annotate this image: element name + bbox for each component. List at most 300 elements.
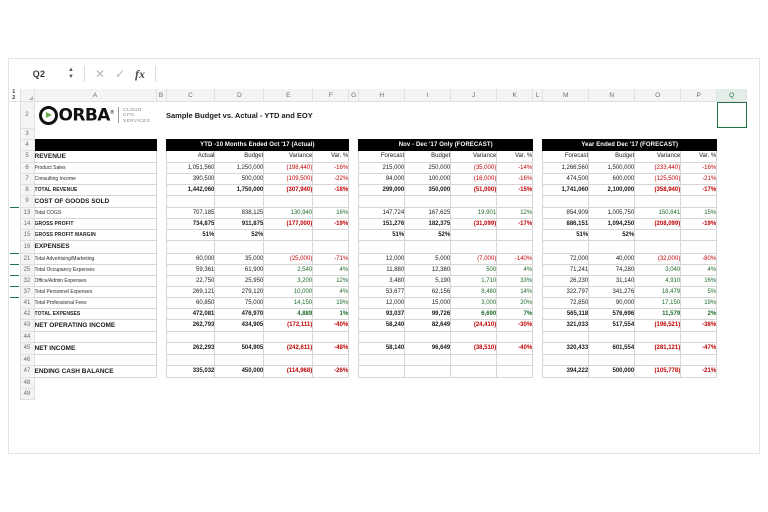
column-header-C[interactable]: C <box>166 89 215 102</box>
cell-H37[interactable]: 53,677 <box>359 286 405 297</box>
row-label-16[interactable]: EXPENSES <box>34 240 156 253</box>
cell-H21[interactable]: 12,000 <box>359 253 405 264</box>
cell-P14[interactable]: -19% <box>681 218 717 229</box>
cell-N16[interactable] <box>589 240 635 253</box>
row-label-5[interactable]: REVENUE <box>34 150 156 162</box>
cell[interactable] <box>215 388 264 399</box>
cell-E14[interactable]: (177,000) <box>264 218 313 229</box>
cell-I9[interactable] <box>405 195 451 207</box>
cell-N46[interactable] <box>589 354 635 365</box>
cell-I25[interactable]: 12,380 <box>405 264 451 275</box>
cell-J37[interactable]: 8,480 <box>451 286 497 297</box>
cell-F21[interactable]: -71% <box>313 253 349 264</box>
cell-N6[interactable]: 1,500,000 <box>589 162 635 173</box>
cell[interactable] <box>589 377 635 388</box>
cell-D37[interactable]: 279,120 <box>215 286 264 297</box>
cell-N41[interactable]: 90,000 <box>589 297 635 308</box>
cell-M6[interactable]: 1,266,560 <box>543 162 589 173</box>
row-header-43[interactable]: 43 <box>20 319 34 331</box>
cell[interactable] <box>215 377 264 388</box>
subheader-ytd-1[interactable]: Budget <box>215 150 264 162</box>
subheader-novdec-1[interactable]: Budget <box>405 150 451 162</box>
cell-N7[interactable]: 600,000 <box>589 173 635 184</box>
cell-E25[interactable]: 2,540 <box>264 264 313 275</box>
cell-H44[interactable] <box>359 331 405 342</box>
cell[interactable] <box>405 377 451 388</box>
cell-J32[interactable]: 1,710 <box>451 275 497 286</box>
cell[interactable] <box>359 377 405 388</box>
row-header-3[interactable]: 3 <box>20 128 34 139</box>
cell-P42[interactable]: 2% <box>681 308 717 319</box>
cell[interactable] <box>34 128 156 139</box>
cell[interactable] <box>166 388 215 399</box>
cell-M46[interactable] <box>543 354 589 365</box>
cell-H6[interactable]: 215,000 <box>359 162 405 173</box>
cell-P45[interactable]: -47% <box>681 342 717 354</box>
row-label-43[interactable]: NET OPERATING INCOME <box>34 319 156 331</box>
cell-J45[interactable]: (38,510) <box>451 342 497 354</box>
cell[interactable] <box>313 388 349 399</box>
cell-M8[interactable]: 1,741,060 <box>543 184 589 195</box>
cell-I15[interactable]: 52% <box>405 229 451 240</box>
cell-O6[interactable]: (233,440) <box>635 162 681 173</box>
cell-K37[interactable]: 14% <box>497 286 533 297</box>
row-label-42[interactable]: TOTAL EXPENSES <box>34 308 156 319</box>
row-label-13[interactable]: Total COGS <box>34 207 156 218</box>
cell-N25[interactable]: 74,280 <box>589 264 635 275</box>
cell-O41[interactable]: 17,150 <box>635 297 681 308</box>
outline-gutter[interactable] <box>9 102 20 129</box>
cell[interactable] <box>635 102 681 129</box>
cell-I16[interactable] <box>405 240 451 253</box>
subheader-ytd-2[interactable]: Variance <box>264 150 313 162</box>
column-header-L[interactable]: L <box>533 89 543 102</box>
cell-E37[interactable]: 10,000 <box>264 286 313 297</box>
cell[interactable] <box>497 388 533 399</box>
cell[interactable] <box>166 128 215 139</box>
outline-gutter[interactable] <box>9 331 20 342</box>
column-header-B[interactable]: B <box>156 89 166 102</box>
cell-K46[interactable] <box>497 354 533 365</box>
cell[interactable] <box>156 128 166 139</box>
cell-H14[interactable]: 151,276 <box>359 218 405 229</box>
cell[interactable] <box>349 388 359 399</box>
cell-J21[interactable]: (7,000) <box>451 253 497 264</box>
cell[interactable] <box>681 377 717 388</box>
cell-F45[interactable]: -48% <box>313 342 349 354</box>
cell[interactable] <box>589 388 635 399</box>
cell-I43[interactable]: 82,649 <box>405 319 451 331</box>
cell-J16[interactable] <box>451 240 497 253</box>
row-header-16[interactable]: 16 <box>20 240 34 253</box>
column-header-P[interactable]: P <box>681 89 717 102</box>
row-label-6[interactable]: Product Sales <box>34 162 156 173</box>
cell-C9[interactable] <box>166 195 215 207</box>
cell-C15[interactable]: 51% <box>166 229 215 240</box>
cell-H41[interactable]: 12,000 <box>359 297 405 308</box>
cell-C45[interactable]: 262,293 <box>166 342 215 354</box>
cell-F46[interactable] <box>313 354 349 365</box>
cell-H9[interactable] <box>359 195 405 207</box>
cell-M37[interactable]: 322,797 <box>543 286 589 297</box>
cell[interactable] <box>543 377 589 388</box>
cell-E21[interactable]: (25,000) <box>264 253 313 264</box>
cell-K16[interactable] <box>497 240 533 253</box>
row-header-47[interactable]: 47 <box>20 365 34 377</box>
cell-M41[interactable]: 72,850 <box>543 297 589 308</box>
cell-M43[interactable]: 321,033 <box>543 319 589 331</box>
row-header-37[interactable]: 37 <box>20 286 34 297</box>
row-label-14[interactable]: GROSS PROFIT <box>34 218 156 229</box>
cell[interactable] <box>34 377 156 388</box>
subheader-year-1[interactable]: Budget <box>589 150 635 162</box>
cell-J9[interactable] <box>451 195 497 207</box>
cell-C46[interactable] <box>166 354 215 365</box>
cell-K45[interactable]: -40% <box>497 342 533 354</box>
row-label-21[interactable]: Total Advertising/Marketing <box>34 253 156 264</box>
cell-N45[interactable]: 601,554 <box>589 342 635 354</box>
cell-K47[interactable] <box>497 365 533 377</box>
cell-I47[interactable] <box>405 365 451 377</box>
cell-M42[interactable]: 565,118 <box>543 308 589 319</box>
cell[interactable] <box>156 388 166 399</box>
outline-gutter[interactable] <box>9 388 20 399</box>
cell-K42[interactable]: 7% <box>497 308 533 319</box>
cell-C32[interactable]: 22,750 <box>166 275 215 286</box>
cell-K44[interactable] <box>497 331 533 342</box>
outline-gutter[interactable] <box>9 264 20 275</box>
row-header-25[interactable]: 25 <box>20 264 34 275</box>
cell-F42[interactable]: 1% <box>313 308 349 319</box>
cell-K7[interactable]: -16% <box>497 173 533 184</box>
cell-H32[interactable]: 3,480 <box>359 275 405 286</box>
row-header-32[interactable]: 32 <box>20 275 34 286</box>
column-header-I[interactable]: I <box>405 89 451 102</box>
outline-gutter[interactable] <box>9 195 20 207</box>
cell-H16[interactable] <box>359 240 405 253</box>
cell[interactable] <box>405 102 451 129</box>
cell-N15[interactable]: 52% <box>589 229 635 240</box>
subheader-ytd-3[interactable]: Var. % <box>313 150 349 162</box>
outline-gutter[interactable] <box>9 173 20 184</box>
cell[interactable] <box>497 102 533 129</box>
cell-D47[interactable]: 450,000 <box>215 365 264 377</box>
outline-gutter[interactable] <box>9 253 20 264</box>
row-header-44[interactable]: 44 <box>20 331 34 342</box>
outline-gutter[interactable] <box>9 286 20 297</box>
outline-gutter[interactable] <box>9 308 20 319</box>
cell[interactable] <box>264 388 313 399</box>
cell-K15[interactable] <box>497 229 533 240</box>
cell[interactable] <box>34 388 156 399</box>
cell[interactable] <box>635 128 681 139</box>
cell-N42[interactable]: 576,696 <box>589 308 635 319</box>
cell-O46[interactable] <box>635 354 681 365</box>
cell-J41[interactable]: 3,000 <box>451 297 497 308</box>
cell-P44[interactable] <box>681 331 717 342</box>
cell-N14[interactable]: 1,094,250 <box>589 218 635 229</box>
cell-F32[interactable]: 12% <box>313 275 349 286</box>
cell-O14[interactable]: (208,099) <box>635 218 681 229</box>
cell-P46[interactable] <box>681 354 717 365</box>
row-label-37[interactable]: Total Personnel Expenses <box>34 286 156 297</box>
cell-D6[interactable]: 1,250,000 <box>215 162 264 173</box>
cell-J44[interactable] <box>451 331 497 342</box>
cell-O13[interactable]: 150,841 <box>635 207 681 218</box>
cell-K41[interactable]: 20% <box>497 297 533 308</box>
row-label-8[interactable]: TOTAL REVENUE <box>34 184 156 195</box>
cell-C43[interactable]: 262,793 <box>166 319 215 331</box>
cell-N37[interactable]: 341,276 <box>589 286 635 297</box>
cell-H47[interactable] <box>359 365 405 377</box>
row-label-46[interactable] <box>34 354 156 365</box>
cell-I44[interactable] <box>405 331 451 342</box>
cell-D16[interactable] <box>215 240 264 253</box>
cell-O45[interactable]: (281,121) <box>635 342 681 354</box>
formula-input[interactable] <box>161 65 759 83</box>
cell-P6[interactable]: -16% <box>681 162 717 173</box>
cell-I21[interactable]: 5,000 <box>405 253 451 264</box>
cell-C6[interactable]: 1,051,560 <box>166 162 215 173</box>
cell-F44[interactable] <box>313 331 349 342</box>
cell-O43[interactable]: (196,521) <box>635 319 681 331</box>
subheader-novdec-3[interactable]: Var. % <box>497 150 533 162</box>
cell-P32[interactable]: 16% <box>681 275 717 286</box>
cell-C42[interactable]: 472,081 <box>166 308 215 319</box>
outline-gutter[interactable] <box>9 162 20 173</box>
cell-K32[interactable]: 33% <box>497 275 533 286</box>
cell-F47[interactable]: -26% <box>313 365 349 377</box>
cell-D7[interactable]: 500,000 <box>215 173 264 184</box>
cell-E42[interactable]: 4,889 <box>264 308 313 319</box>
cell-N44[interactable] <box>589 331 635 342</box>
cell[interactable] <box>543 102 589 129</box>
row-header-15[interactable]: 15 <box>20 229 34 240</box>
cell-N21[interactable]: 40,000 <box>589 253 635 264</box>
cell-J25[interactable]: 500 <box>451 264 497 275</box>
cell[interactable] <box>349 128 359 139</box>
subheader-year-3[interactable]: Var. % <box>681 150 717 162</box>
cell-H15[interactable]: 51% <box>359 229 405 240</box>
outline-gutter[interactable] <box>9 354 20 365</box>
cell-O44[interactable] <box>635 331 681 342</box>
column-header-G[interactable]: G <box>349 89 359 102</box>
cell-H45[interactable]: 58,140 <box>359 342 405 354</box>
outline-gutter[interactable] <box>9 240 20 253</box>
cell-O42[interactable]: 11,579 <box>635 308 681 319</box>
cell[interactable] <box>543 128 589 139</box>
cell-M16[interactable] <box>543 240 589 253</box>
column-header-N[interactable]: N <box>589 89 635 102</box>
cell-N8[interactable]: 2,100,000 <box>589 184 635 195</box>
column-header-F[interactable]: F <box>313 89 349 102</box>
select-all-corner[interactable] <box>20 89 34 102</box>
cell-O21[interactable]: (32,000) <box>635 253 681 264</box>
cell[interactable] <box>359 388 405 399</box>
cell-N13[interactable]: 1,005,750 <box>589 207 635 218</box>
cell[interactable] <box>451 377 497 388</box>
cell-H43[interactable]: 58,240 <box>359 319 405 331</box>
cell[interactable] <box>533 377 543 388</box>
cell-O9[interactable] <box>635 195 681 207</box>
cell-C47[interactable]: 335,032 <box>166 365 215 377</box>
sheet-table[interactable] <box>9 89 747 400</box>
cell-F43[interactable]: -40% <box>313 319 349 331</box>
cell-P25[interactable]: 4% <box>681 264 717 275</box>
row-header-9[interactable]: 9 <box>20 195 34 207</box>
cell-C44[interactable] <box>166 331 215 342</box>
row-header-7[interactable]: 7 <box>20 173 34 184</box>
column-header-H[interactable]: H <box>359 89 405 102</box>
subheader-year-0[interactable]: Forecast <box>543 150 589 162</box>
cell[interactable] <box>264 128 313 139</box>
cell-K9[interactable] <box>497 195 533 207</box>
cell-D9[interactable] <box>215 195 264 207</box>
cell-F16[interactable] <box>313 240 349 253</box>
cell-H8[interactable]: 299,000 <box>359 184 405 195</box>
outline-gutter[interactable] <box>9 218 20 229</box>
cell-F8[interactable]: -18% <box>313 184 349 195</box>
column-header-D[interactable]: D <box>215 89 264 102</box>
cell[interactable] <box>497 377 533 388</box>
cell-P37[interactable]: 5% <box>681 286 717 297</box>
cell[interactable] <box>451 128 497 139</box>
row-label-15[interactable]: GROSS PROFIT MARGIN <box>34 229 156 240</box>
row-header-4[interactable]: 4 <box>20 139 34 150</box>
cell-J47[interactable] <box>451 365 497 377</box>
cell[interactable] <box>349 377 359 388</box>
row-label-32[interactable]: Office/Admin Expenses <box>34 275 156 286</box>
cell-I14[interactable]: 182,375 <box>405 218 451 229</box>
cell-D42[interactable]: 476,970 <box>215 308 264 319</box>
name-box-spinner[interactable] <box>63 68 79 80</box>
cell-O16[interactable] <box>635 240 681 253</box>
outline-gutter[interactable] <box>9 184 20 195</box>
cell-D21[interactable]: 35,000 <box>215 253 264 264</box>
cell-H25[interactable]: 11,880 <box>359 264 405 275</box>
cell-M13[interactable]: 854,909 <box>543 207 589 218</box>
cell[interactable] <box>451 102 497 129</box>
cell-I37[interactable]: 62,156 <box>405 286 451 297</box>
subheader-year-2[interactable]: Variance <box>635 150 681 162</box>
cell-P16[interactable] <box>681 240 717 253</box>
cell-F13[interactable]: 16% <box>313 207 349 218</box>
cell-O15[interactable] <box>635 229 681 240</box>
row-header-41[interactable]: 41 <box>20 297 34 308</box>
cell-J6[interactable]: (35,000) <box>451 162 497 173</box>
cell[interactable] <box>681 128 717 139</box>
cell-J15[interactable] <box>451 229 497 240</box>
cell-K6[interactable]: -14% <box>497 162 533 173</box>
cell-C37[interactable]: 269,121 <box>166 286 215 297</box>
cell-D8[interactable]: 1,750,000 <box>215 184 264 195</box>
row-header-13[interactable]: 13 <box>20 207 34 218</box>
outline-gutter[interactable] <box>9 342 20 354</box>
row-header-49[interactable]: 49 <box>20 388 34 399</box>
cell-C41[interactable]: 60,850 <box>166 297 215 308</box>
cell[interactable] <box>451 388 497 399</box>
cell[interactable] <box>533 388 543 399</box>
cell-E47[interactable]: (114,968) <box>264 365 313 377</box>
cell-K43[interactable]: -30% <box>497 319 533 331</box>
cell-F14[interactable]: -19% <box>313 218 349 229</box>
cell-H46[interactable] <box>359 354 405 365</box>
cell-M47[interactable]: 394,222 <box>543 365 589 377</box>
cell-M45[interactable]: 320,433 <box>543 342 589 354</box>
row-header-14[interactable]: 14 <box>20 218 34 229</box>
cell-C14[interactable]: 734,875 <box>166 218 215 229</box>
cell-H7[interactable]: 84,000 <box>359 173 405 184</box>
cell-I42[interactable]: 99,726 <box>405 308 451 319</box>
cell-D25[interactable]: 61,900 <box>215 264 264 275</box>
cell-C7[interactable]: 390,500 <box>166 173 215 184</box>
outline-level-buttons[interactable]: 1 2 <box>9 89 20 102</box>
cell-E6[interactable]: (198,440) <box>264 162 313 173</box>
cell[interactable] <box>589 128 635 139</box>
outline-gutter[interactable] <box>9 297 20 308</box>
cell[interactable] <box>405 128 451 139</box>
cell-N9[interactable] <box>589 195 635 207</box>
column-header-E[interactable]: E <box>264 89 313 102</box>
cancel-formula-icon[interactable]: ✕ <box>94 67 106 81</box>
cell-F9[interactable] <box>313 195 349 207</box>
cell-M9[interactable] <box>543 195 589 207</box>
cell-C13[interactable]: 707,185 <box>166 207 215 218</box>
cell-P7[interactable]: -21% <box>681 173 717 184</box>
row-header-8[interactable]: 8 <box>20 184 34 195</box>
cell-F25[interactable]: 4% <box>313 264 349 275</box>
cell-D45[interactable]: 504,905 <box>215 342 264 354</box>
cell[interactable] <box>681 102 717 129</box>
row-header-6[interactable]: 6 <box>20 162 34 173</box>
cell-E44[interactable] <box>264 331 313 342</box>
outline-gutter[interactable] <box>9 128 20 139</box>
cell-E15[interactable] <box>264 229 313 240</box>
row-header-48[interactable]: 48 <box>20 377 34 388</box>
row-header-45[interactable]: 45 <box>20 342 34 354</box>
cell-F37[interactable]: 4% <box>313 286 349 297</box>
cell-H42[interactable]: 93,037 <box>359 308 405 319</box>
cell-D43[interactable]: 434,905 <box>215 319 264 331</box>
row-label-25[interactable]: Total Occupancy Expenses <box>34 264 156 275</box>
cell-I41[interactable]: 15,000 <box>405 297 451 308</box>
outline-gutter[interactable] <box>9 139 20 150</box>
cell-J46[interactable] <box>451 354 497 365</box>
subheader-ytd-0[interactable]: Actual <box>166 150 215 162</box>
cell-E13[interactable]: 130,940 <box>264 207 313 218</box>
column-header-O[interactable]: O <box>635 89 681 102</box>
cell-M14[interactable]: 886,151 <box>543 218 589 229</box>
cell-E8[interactable]: (307,940) <box>264 184 313 195</box>
name-box[interactable]: Q2 <box>32 69 46 79</box>
cell-O47[interactable]: (105,778) <box>635 365 681 377</box>
cell-O37[interactable]: 18,479 <box>635 286 681 297</box>
cell-K8[interactable]: -15% <box>497 184 533 195</box>
cell-E46[interactable] <box>264 354 313 365</box>
cell-P43[interactable]: -38% <box>681 319 717 331</box>
cell-P9[interactable] <box>681 195 717 207</box>
cell-I6[interactable]: 250,000 <box>405 162 451 173</box>
outline-gutter[interactable] <box>9 319 20 331</box>
cell-P47[interactable]: -21% <box>681 365 717 377</box>
outline-gutter[interactable] <box>9 150 20 162</box>
cell-N43[interactable]: 517,554 <box>589 319 635 331</box>
cell[interactable] <box>313 377 349 388</box>
cell-M44[interactable] <box>543 331 589 342</box>
cell-K21[interactable]: -140% <box>497 253 533 264</box>
cell-O25[interactable]: 3,040 <box>635 264 681 275</box>
cell[interactable] <box>635 388 681 399</box>
